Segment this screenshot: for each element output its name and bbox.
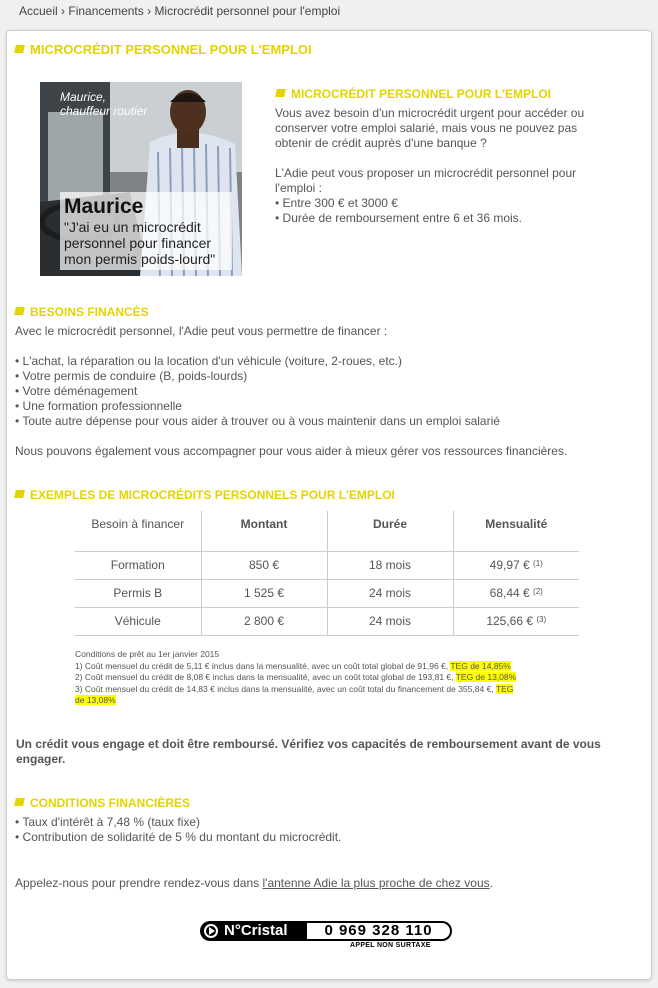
breadcrumb-home[interactable]: Accueil: [19, 4, 58, 18]
photo-caption: Maurice, chauffeur routier: [60, 90, 148, 118]
quote-name: Maurice: [64, 195, 144, 218]
credit-warning: Un crédit vous engage et doit être remboursé. Vérifiez vos capacités de remboursement avant de vous engager.: [16, 737, 601, 766]
table-header-row: [75, 511, 579, 551]
table-cell: 68,44 € $^{(2)}$: [453, 579, 579, 607]
table-cell: 1 525 €: [201, 579, 327, 607]
bullet-icon: [14, 798, 25, 806]
quote-box: [60, 192, 232, 270]
breadcrumb: [19, 4, 340, 18]
table-cell: 18 mois: [327, 551, 453, 579]
column-header: Durée: [327, 511, 453, 551]
besoins-bullet: • Une formation professionnelle: [15, 399, 182, 413]
intro-paragraph-2: L'Adie peut vous proposer un microcrédit personnel pour l'emploi :: [275, 166, 577, 195]
besoins-footer: Nous pouvons également vous accompagner pour vous aider à mieux gérer vos ressources financières.: [15, 444, 568, 458]
besoins-bullet: • Votre déménagement: [15, 384, 138, 398]
phone-note: APPEL NON SURTAXE: [350, 942, 431, 949]
teg-highlight: de 13,08%: [75, 695, 116, 705]
besoins-bullet: • Toute autre dépense pour vous aider à trouver ou à vous maintenir dans un emploi salarié: [15, 414, 500, 428]
bullet-icon: [14, 45, 25, 53]
page-title: MICROCRÉDIT PERSONNEL POUR L'EMPLOI: [15, 42, 312, 57]
phone-number: 0 969 328 110: [307, 921, 452, 941]
notes-intro: Conditions de prêt au 1er janvier 2015: [75, 649, 220, 659]
table-cell: 2 800 €: [201, 607, 327, 635]
besoins-text: [15, 324, 635, 459]
conditions-text: [15, 815, 635, 845]
table-row: [75, 607, 579, 635]
content-panel: [6, 30, 652, 980]
conditions-bullet: • Contribution de solidarité de 5 % du montant du microcrédit.: [15, 830, 342, 844]
bullet-icon: [14, 490, 25, 498]
table-cell: Permis B: [75, 579, 201, 607]
intro-bullet: • Entre 300 € et 3000 €: [275, 196, 398, 210]
besoins-bullet: • L'achat, la réparation ou la location d'un véhicule (voiture, 2-roues, etc.): [15, 354, 402, 368]
teg-highlight: TEG: [495, 683, 514, 694]
teg-highlight: TEG de 14,85%: [450, 660, 511, 671]
phone-cristal-badge[interactable]: [200, 921, 452, 949]
breadcrumb-financements[interactable]: Financements: [68, 4, 144, 18]
table-cell: Véhicule: [75, 607, 201, 635]
breadcrumb-separator: ›: [147, 4, 152, 18]
play-icon: [204, 924, 218, 938]
intro-title: MICROCRÉDIT PERSONNEL POUR L'EMPLOI: [276, 87, 551, 101]
table-cell: 24 mois: [327, 579, 453, 607]
bullet-icon: [275, 89, 286, 97]
nearest-antenna-link[interactable]: l'antenne Adie la plus proche de chez vous: [262, 876, 490, 890]
note-2: 2) Coût mensuel du crédit de 8,08 € inclus dans la mensualité, avec un coût total global de 193,81 €, TEG de 13,08%: [75, 672, 517, 682]
teg-highlight: TEG de 13,08%: [455, 672, 517, 682]
table-cell: 49,97 € $^{(1)}$: [453, 551, 579, 579]
table-cell: Formation: [75, 551, 201, 579]
besoins-intro: Avec le microcrédit personnel, l'Adie peut vous permettre de financer :: [15, 324, 388, 338]
note-3: 3) Coût mensuel du crédit de 14,83 € inclus dans la mensualité, avec un coût total du financement de 355,84 €, TEG de 13,08%: [75, 683, 514, 705]
testimonial-photo: [40, 82, 242, 276]
column-header: Mensualité: [453, 511, 579, 551]
table-row: [75, 551, 579, 579]
column-header: Besoin à financer: [75, 511, 201, 551]
table-cell: 125,66 € $^{(3)}$: [453, 607, 579, 635]
conditions-title: CONDITIONS FINANCIÈRES: [15, 796, 190, 810]
besoins-title: BESOINS FINANCÉS: [15, 305, 149, 319]
exemples-title: EXEMPLES DE MICROCRÉDITS PERSONNELS POUR L'EMPLOI: [15, 488, 395, 502]
cristal-brand: N°Cristal: [200, 921, 307, 941]
intro-paragraph-1: Vous avez besoin d'un microcrédit urgent pour accéder ou conserver votre emploi salarié, mais vous ne pouvez pas obtenir de crédit auprès d'une banque ?: [275, 106, 585, 150]
note-1: 1) Coût mensuel du crédit de 5,11 € inclus dans la mensualité, avec un coût total global de 91,96 €, TEG de 14,85%: [75, 660, 511, 671]
quote-text: "J'ai eu un microcrédit personnel pour financer mon permis poids-lourd": [64, 219, 216, 267]
credit-notes: [75, 649, 575, 707]
breadcrumb-separator: ›: [61, 4, 66, 18]
table-cell: 850 €: [201, 551, 327, 579]
table-cell: 24 mois: [327, 607, 453, 635]
besoins-bullet: • Votre permis de conduire (B, poids-lourds): [15, 369, 248, 383]
intro-text: [275, 106, 597, 226]
conditions-bullet: • Taux d'intérêt à 7,48 % (taux fixe): [15, 815, 201, 829]
table-row: [75, 579, 579, 607]
examples-table: [75, 511, 579, 636]
breadcrumb-current: Microcrédit personnel pour l'emploi: [154, 4, 341, 18]
bullet-icon: [14, 307, 25, 315]
intro-bullet: • Durée de remboursement entre 6 et 36 mois.: [275, 211, 522, 225]
contact-text: Appelez-nous pour prendre rendez-vous dans l'antenne Adie la plus proche de chez vous.: [15, 876, 493, 890]
column-header: Montant: [201, 511, 327, 551]
